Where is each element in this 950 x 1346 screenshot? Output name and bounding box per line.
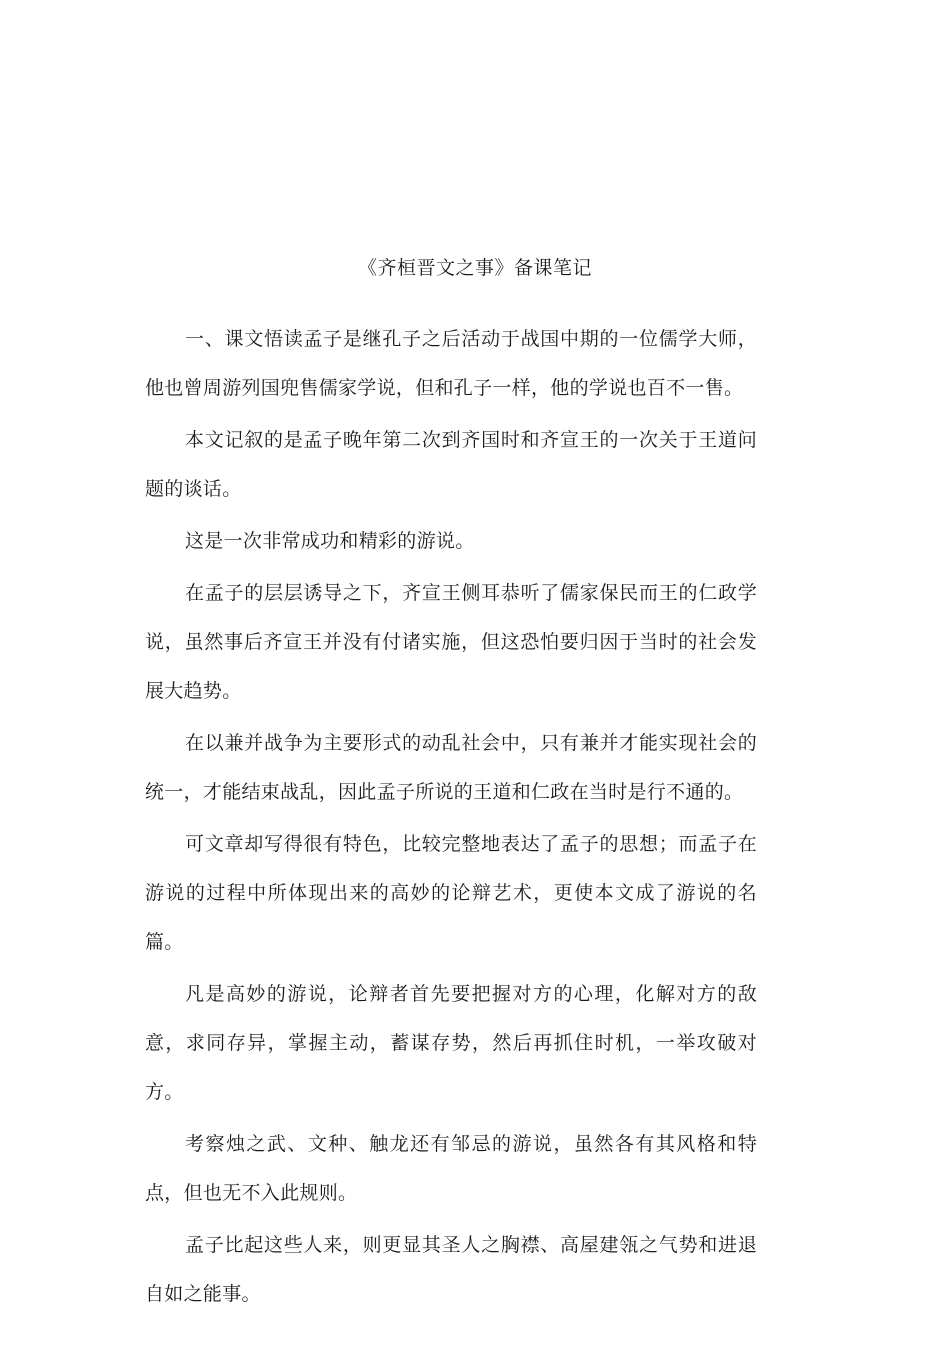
paragraph: 本文记叙的是孟子晚年第二次到齐国时和齐宣王的一次关于王道问题的谈话。 (145, 429, 757, 500)
paragraph: 一、课文悟读孟子是继孔子之后活动于战国中期的一位儒学大师，他也曾周游列国兜售儒家学说，但和孔子一样，他的学说也百不一售。 (145, 328, 757, 399)
paragraph: 这是一次非常成功和精彩的游说。 (185, 530, 475, 552)
paragraph: 在以兼并战争为主要形式的动乱社会中，只有兼并才能实现社会的统一，才能结束战乱，因此孟子所说的王道和仁政在当时是行不通的。 (145, 732, 757, 803)
document-title: 《齐桓晋文之事》备课笔记 (357, 257, 592, 279)
paragraph: 可文章却写得很有特色，比较完整地表达了孟子的思想；而孟子在游说的过程中所体现出来的高妙的论辩艺术，更使本文成了游说的名篇。 (145, 833, 757, 953)
paragraph: 凡是高妙的游说，论辩者首先要把握对方的心理，化解对方的敌意，求同存异，掌握主动，蓄谋存势，然后再抓住时机，一举攻破对方。 (145, 983, 757, 1103)
document-body (145, 315, 757, 1319)
paragraph: 考察烛之武、文种、触龙还有邹忌的游说，虽然各有其风格和特点，但也无不入此规则。 (145, 1133, 757, 1204)
paragraph: 孟子比起这些人来，则更显其圣人之胸襟、高屋建瓴之气势和进退自如之能事。 (145, 1234, 757, 1305)
paragraph: 在孟子的层层诱导之下，齐宣王侧耳恭听了儒家保民而王的仁政学说，虽然事后齐宣王并没有付诸实施，但这恐怕要归因于当时的社会发展大趋势。 (145, 582, 757, 702)
